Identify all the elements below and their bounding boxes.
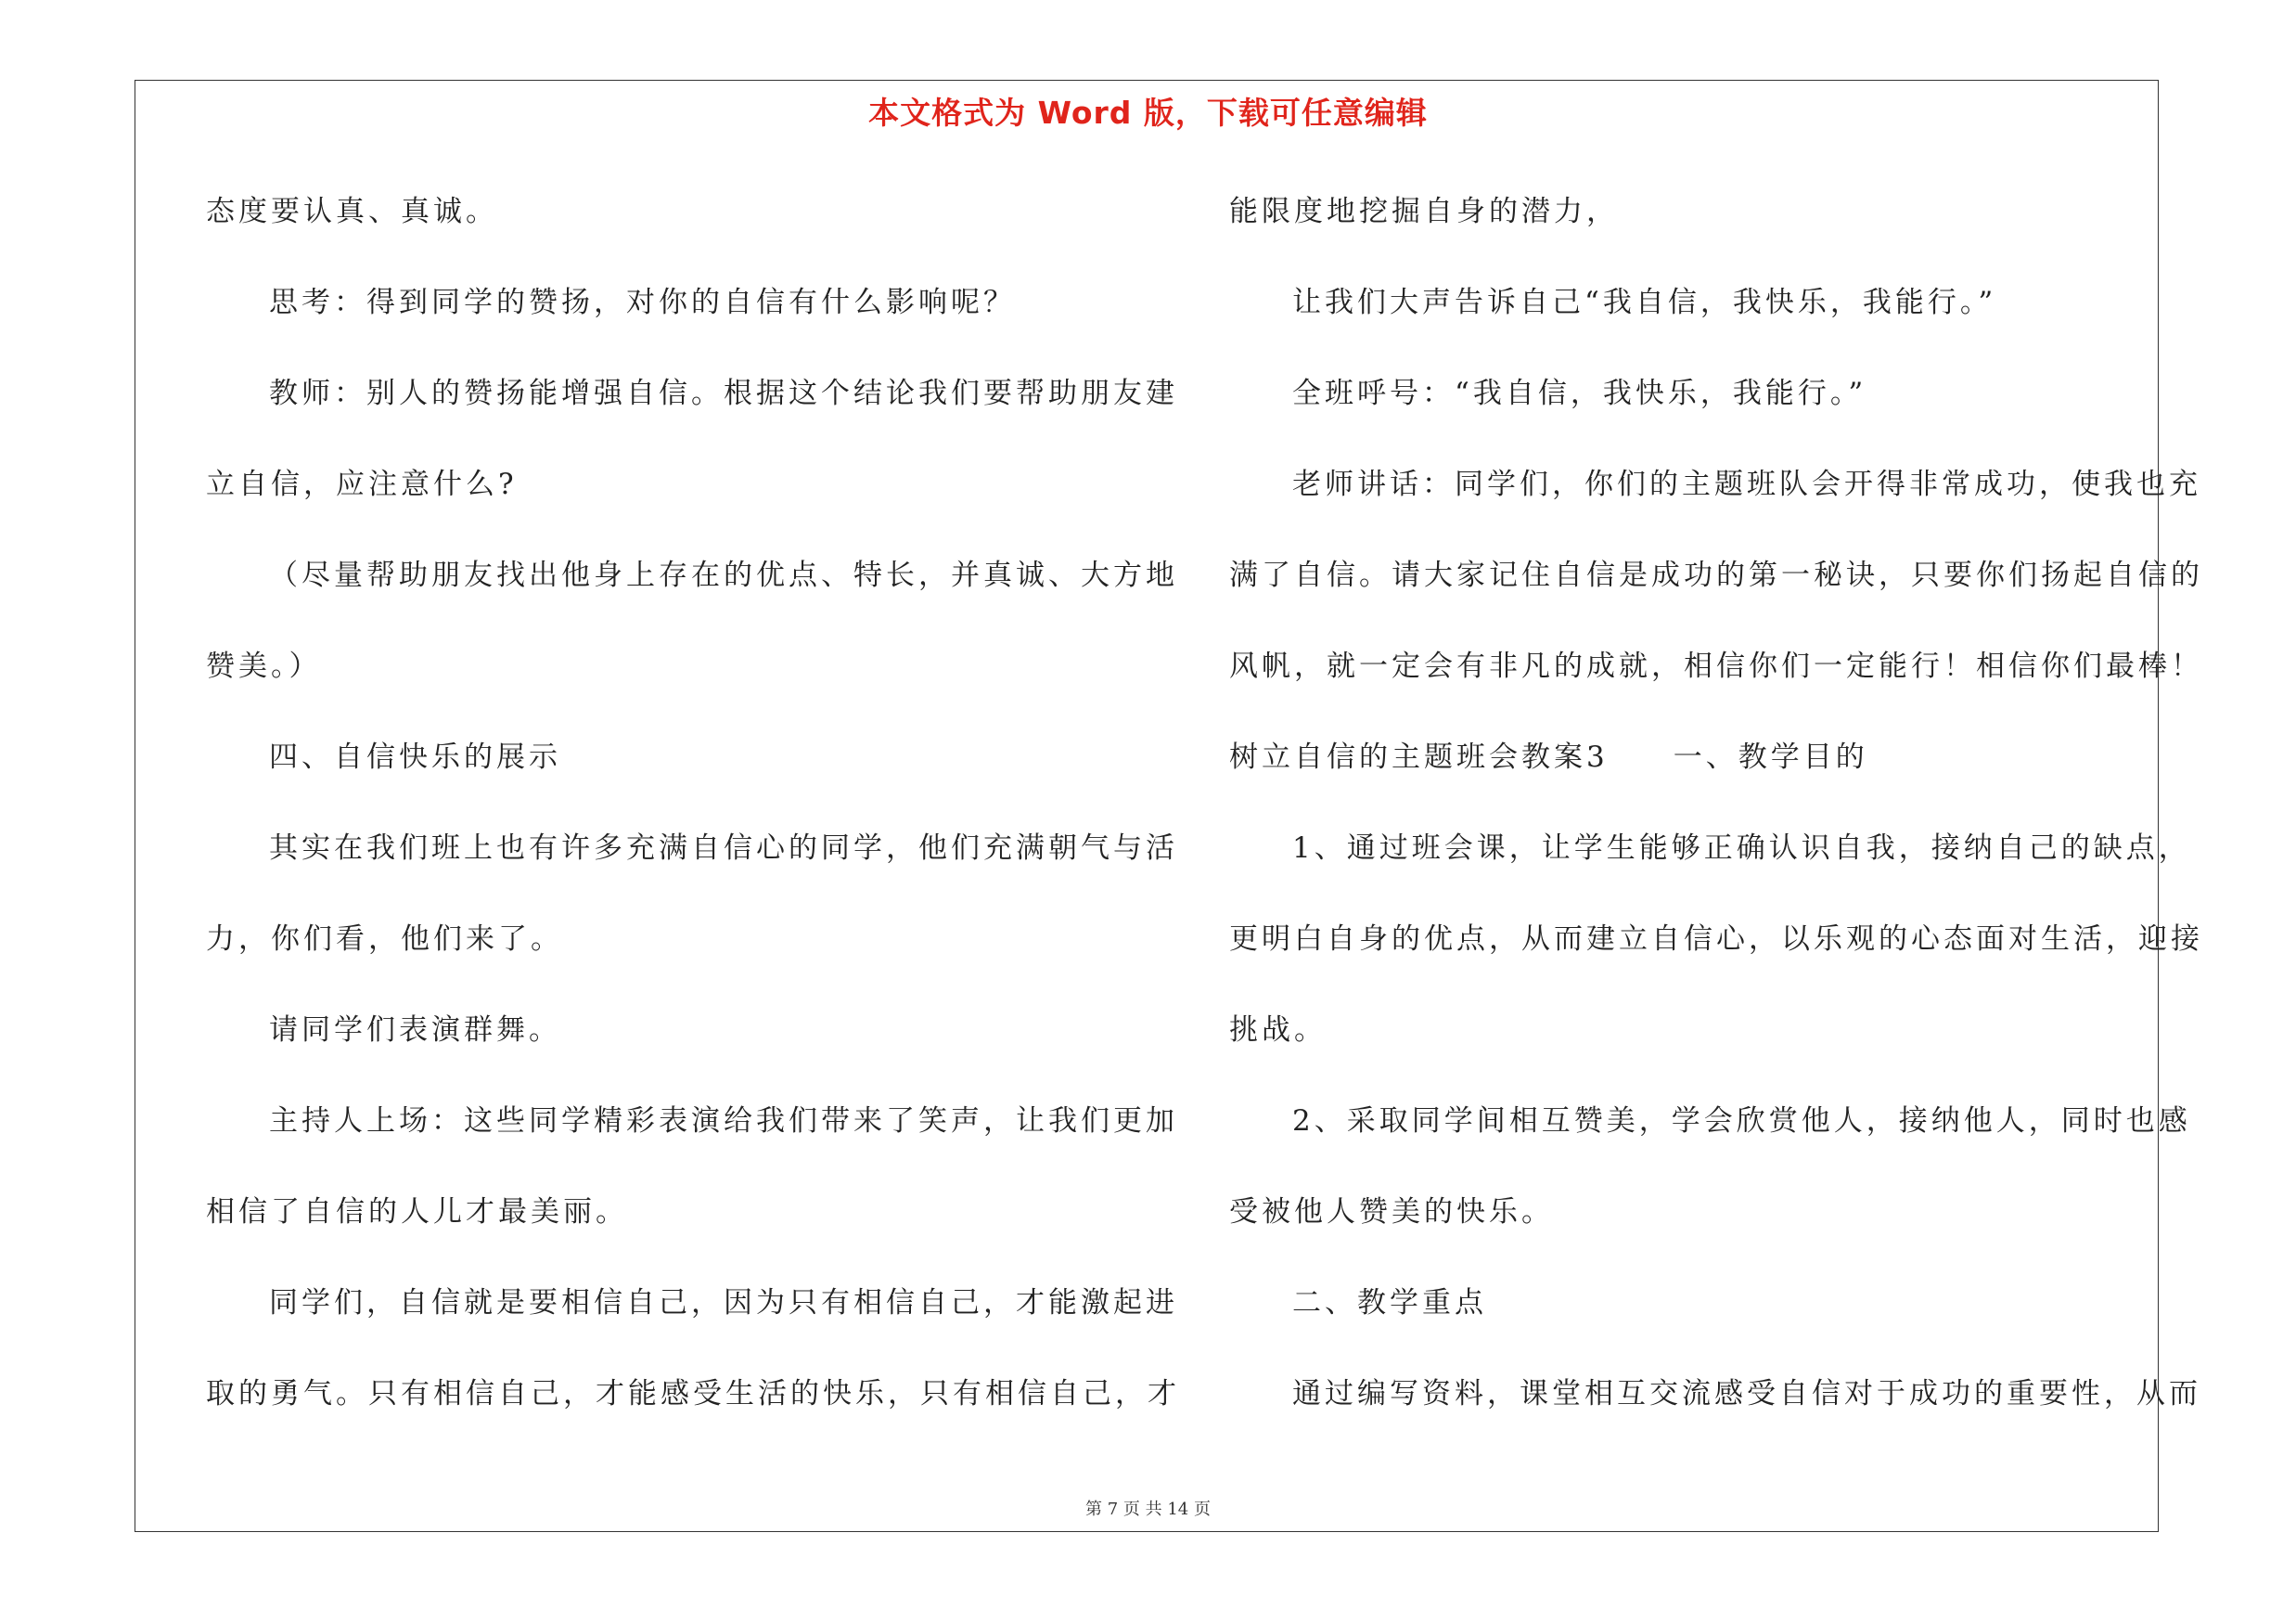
paragraph-line: 请同学们表演群舞。 bbox=[269, 1013, 561, 1047]
paragraph-line: 受被他人赞美的快乐。 bbox=[1229, 1195, 1554, 1229]
page-number: 第 7 页 共 14 页 bbox=[1085, 1500, 1211, 1519]
paragraph-line: 挑战。 bbox=[1229, 1013, 1327, 1047]
paragraph-line: 主持人上场：这些同学精彩表演给我们带来了笑声，让我们更加 bbox=[269, 1104, 1178, 1138]
paragraph-line: 能限度地挖掘自身的潜力， bbox=[1229, 195, 1619, 228]
paragraph-line: 取的勇气。只有相信自己，才能感受生活的快乐，只有相信自己，才 bbox=[206, 1377, 1180, 1410]
paragraph-line: 同学们，自信就是要相信自己，因为只有相信自己，才能激起进 bbox=[269, 1286, 1178, 1320]
paragraph-line: 教师：别人的赞扬能增强自信。根据这个结论我们要帮助朋友建 bbox=[269, 377, 1178, 410]
left-column bbox=[206, 182, 1180, 1455]
header-banner: 本文格式为 Word 版，下载可任意编辑 bbox=[868, 95, 1428, 131]
paragraph-line: 思考：得到同学的赞扬，对你的自信有什么影响呢？ bbox=[269, 286, 1016, 319]
paragraph-line: 2、采取同学间相互赞美，学会欣赏他人，接纳他人，同时也感 bbox=[1292, 1104, 2191, 1138]
paragraph-line: 1、通过班会课，让学生能够正确认识自我，接纳自己的缺点， bbox=[1292, 831, 2191, 865]
paragraph-line: 立自信，应注意什么? bbox=[206, 468, 518, 501]
paragraph-line: 通过编写资料，课堂相互交流感受自信对于成功的重要性，从而 bbox=[1292, 1377, 2201, 1410]
paragraph-line: 四、自信快乐的展示 bbox=[269, 741, 561, 774]
paragraph-line: 全班呼号：“我自信，我快乐，我能行。” bbox=[1292, 377, 1867, 410]
paragraph-line: 老师讲话：同学们，你们的主题班队会开得非常成功，使我也充 bbox=[1292, 468, 2201, 501]
paragraph-line: 更明白自身的优点，从而建立自信心，以乐观的心态面对生活，迎接 bbox=[1229, 922, 2203, 956]
paragraph-line: 二、教学重点 bbox=[1292, 1286, 1487, 1320]
paragraph-line: 力，你们看，他们来了。 bbox=[206, 922, 563, 956]
paragraph-line: 风帆，就一定会有非凡的成就，相信你们一定能行！相信你们最棒！ bbox=[1229, 650, 2203, 683]
paragraph-line: 相信了自信的人儿才最美丽。 bbox=[206, 1195, 628, 1229]
paragraph-line: 树立自信的主题班会教案3 一、教学目的 bbox=[1229, 741, 1868, 774]
paragraph-line: 其实在我们班上也有许多充满自信心的同学，他们充满朝气与活 bbox=[269, 831, 1178, 865]
right-column bbox=[1229, 182, 2203, 1455]
paragraph-line: 让我们大声告诉自己“我自信，我快乐，我能行。” bbox=[1292, 286, 1997, 319]
paragraph-line: 赞美。） bbox=[206, 650, 322, 683]
paragraph-line: 满了自信。请大家记住自信是成功的第一秘诀，只要你们扬起自信的 bbox=[1229, 559, 2203, 592]
paragraph-line: （尽量帮助朋友找出他身上存在的优点、特长，并真诚、大方地 bbox=[269, 559, 1178, 592]
paragraph-line: 态度要认真、真诚。 bbox=[206, 195, 498, 228]
